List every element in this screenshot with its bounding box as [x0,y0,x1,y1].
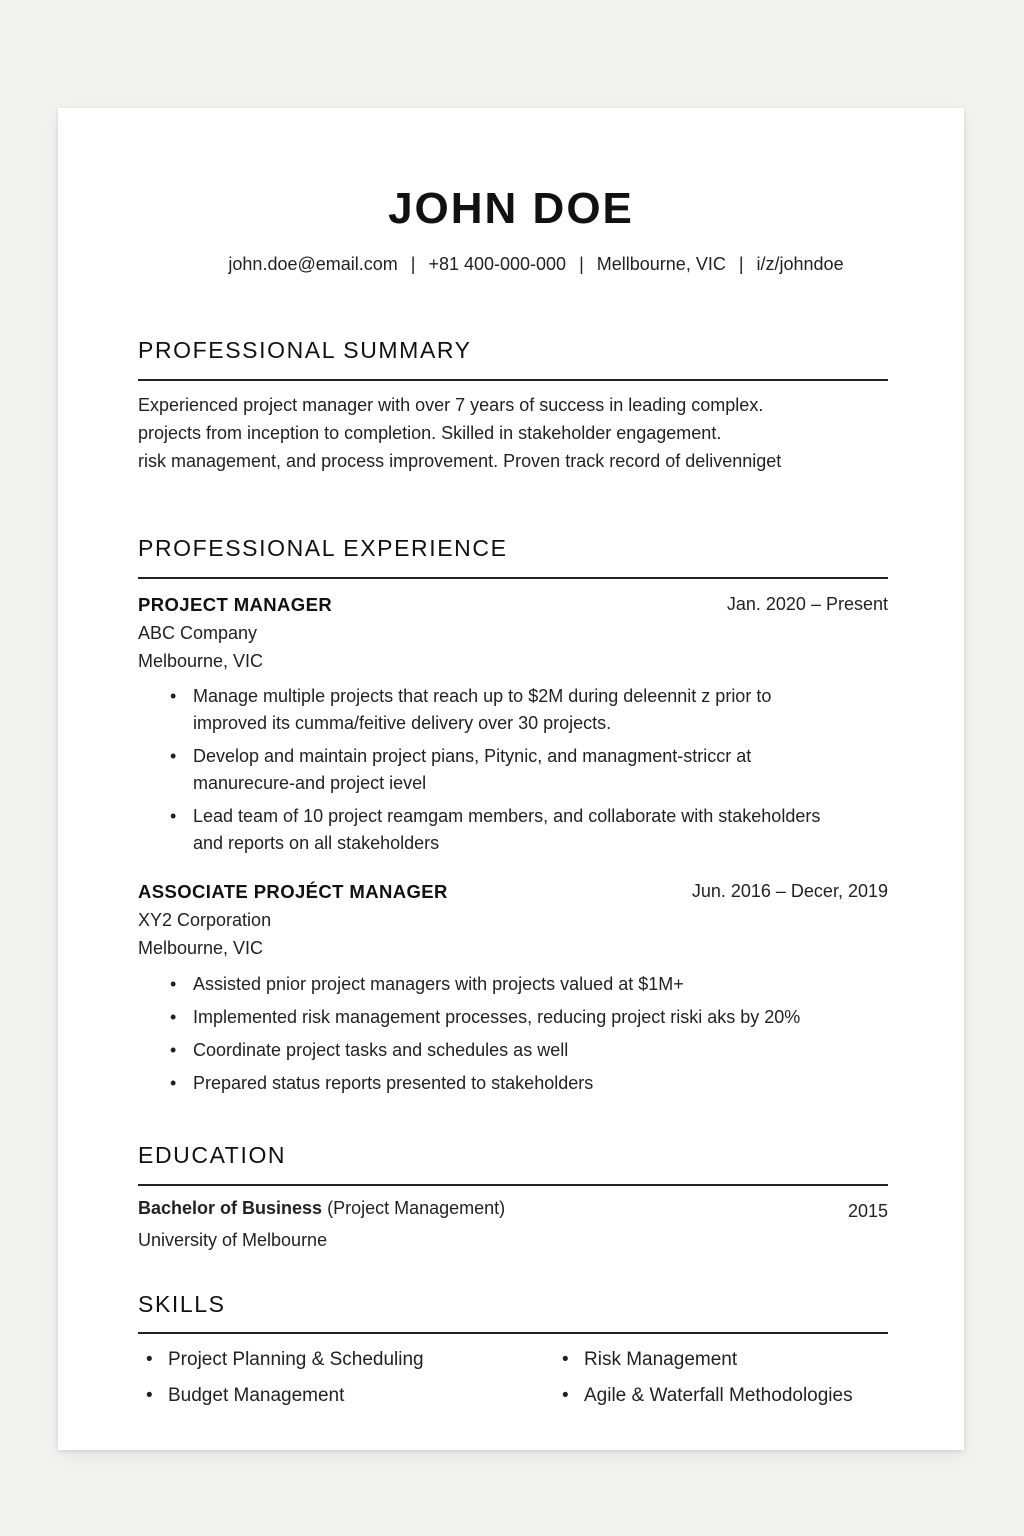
list-item [138,803,908,857]
education-heading: EDUCATION [138,1142,287,1168]
bullet-text: Prepared status reports presented to stakeholders [193,1073,594,1093]
contact-profile: i/z/johndoe [756,254,844,274]
list-item [138,1342,424,1378]
experience-heading: PROFESSIONAL EXPERIENCE [138,535,508,561]
job-dates: Jan. 2020 – Present [726,594,888,614]
skills-heading: SKILLS [138,1291,226,1317]
job-role: ASSOCIATE PROJÉCT MANAGER [138,881,448,902]
contact-separator: | [738,254,744,274]
education-degree-line [138,1198,505,1219]
contact-phone: +81 400-000-000 [428,254,567,274]
education-school: University of Melbourne [138,1230,328,1250]
job-bullet-list [138,971,908,1103]
bullet-icon: • [170,746,177,766]
skill-text: Agile & Waterfall Methodologies [584,1385,853,1406]
bullet-text: Assisted pnior project managers with projects valued at $1M+ [193,974,684,994]
summary-line: Experienced project manager with over 7 years of success in leading complex. [138,395,764,415]
summary-line: risk management, and process improvement. Proven track record of delivenniget [138,451,782,471]
bullet-icon: • [146,1349,153,1370]
bullet-icon: • [562,1385,569,1406]
summary-divider [138,379,888,381]
bullet-icon: • [170,686,177,706]
job-dates: Jun. 2016 – Decer, 2019 [691,881,888,901]
bullet-text: Develop and maintain project pians, Pitynic, and managment-striccr at [193,746,752,766]
bullet-icon: • [146,1385,153,1406]
list-item [554,1342,853,1378]
bullet-icon: • [170,1073,177,1093]
list-item [138,1004,908,1031]
summary-heading: PROFESSIONAL SUMMARY [138,337,472,363]
skills-column-left [138,1342,424,1414]
list-item [138,1037,908,1064]
experience-divider [138,577,888,579]
education-divider [138,1184,888,1186]
bullet-text: Lead team of 10 project reamgam members, and collaborate with stakeholders [193,806,821,826]
bullet-text: and reports on all stakeholders [193,833,440,853]
summary-line: projects from inception to completion. Skilled in stakeholder engagement. [138,423,722,443]
job-company: XY2 Corporation [138,910,272,930]
job-location: Melbourne, VIC [138,651,264,671]
bullet-text: Implemented risk management processes, reducing project riski aks by 20% [193,1007,801,1027]
job-bullet-list [138,683,908,857]
list-item [138,1070,908,1097]
education-year: 2015 [847,1201,888,1221]
bullet-text: Manage multiple projects that reach up to $2M during deleennit z prior to [193,686,772,706]
contact-location: Mellbourne, VIC [596,254,726,274]
bullet-icon: • [170,974,177,994]
skill-text: Project Planning & Scheduling [168,1349,424,1370]
skills-divider [138,1332,888,1334]
skill-text: Risk Management [584,1349,738,1370]
candidate-name: JOHN DOE [388,184,634,233]
list-item [138,1378,424,1414]
job-location: Melbourne, VIC [138,938,264,958]
list-item [138,743,908,797]
education-major: (Project Management) [327,1198,506,1218]
list-item [554,1378,853,1414]
bullet-icon: • [170,1007,177,1027]
bullet-text: Coordinate project tasks and schedules as well [193,1040,569,1060]
bullet-icon: • [170,806,177,826]
list-item [138,971,908,998]
job-role: PROJECT MANAGER [138,594,333,615]
bullet-icon: • [170,1040,177,1060]
skills-column-right [554,1342,853,1414]
bullet-icon: • [562,1349,569,1370]
resume-page [58,108,964,1450]
bullet-text: improved its cumma/feitive delivery over 30 projects. [193,713,612,733]
list-item [138,683,908,737]
skill-text: Budget Management [168,1385,345,1406]
job-company: ABC Company [138,623,258,643]
contact-email: john.doe@email.com [228,254,398,274]
education-degree: Bachelor of Business [138,1198,323,1218]
bullet-text: manurecure-and project ievel [193,773,427,793]
contact-line [138,254,934,275]
contact-separator: | [579,254,584,274]
contact-separator: | [410,254,416,274]
